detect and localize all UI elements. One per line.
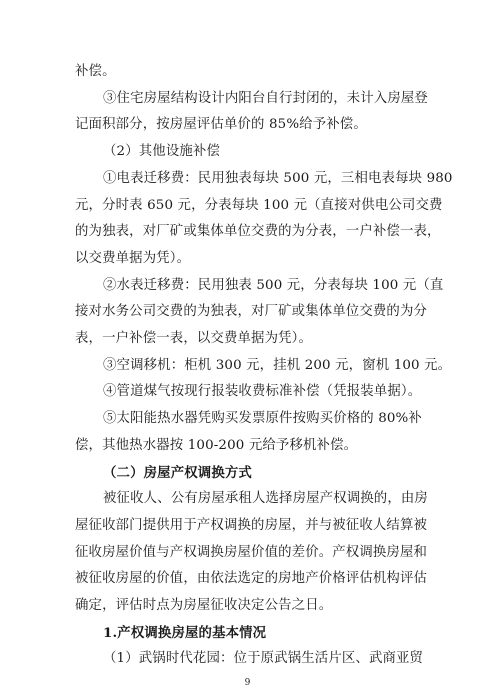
text-line-18: 屋征收部门提供用于产权调换的房屋，并与被征收人结算被 <box>75 517 428 533</box>
text-line-7: 的为独表，对厂矿或集体单位交费的为分表，一户补偿一表， <box>75 224 441 240</box>
text-line-8: 以交费单据为凭）。 <box>75 250 191 266</box>
text-line-2: ③住宅房屋结构设计内阳台自行封闭的，未计入房屋登 <box>103 90 428 106</box>
text-line-3: 记面积部分，按房屋评估单价的 85%给予补偿。 <box>75 117 367 133</box>
text-line-20: 被征收房屋的价值，由依法选定的房地产价格评估机构评估 <box>75 571 428 587</box>
page-number: 9 <box>244 678 251 688</box>
text-line-1: 补偿。 <box>75 64 116 79</box>
text-line-12: ③空调移机：柜机 300 元，挂机 200 元，窗机 100 元。 <box>103 357 452 373</box>
section-heading: （二）房屋产权调换方式 <box>103 464 252 481</box>
text-line-5: ①电表迁移费：民用独表每块 500 元，三相电表每块 980 <box>103 170 453 186</box>
subsection-heading: 1.产权调换房屋的基本情况 <box>103 624 267 641</box>
text-line-10: 接对水务公司交费的为独表，对厂矿或集体单位交费的为分 <box>75 304 428 320</box>
text-line-21: 确定，评估时点为房屋征收决定公告之日。 <box>75 598 333 613</box>
text-line-15: 偿，其他热水器按 100-200 元给予移机补偿。 <box>75 437 358 453</box>
text-line-14: ⑤太阳能热水器凭购买发票原件按购买价格的 80%补 <box>103 411 422 427</box>
text-line-11: 表，一户补偿一表，以交费单据为凭）。 <box>75 331 313 346</box>
text-line-6: 元，分时表 650 元，分表每块 100 元（直接对供电公司交费 <box>75 197 443 213</box>
text-line-23: （1）武锅时代花园：位于原武锅生活片区、武商亚贸 <box>103 651 424 667</box>
text-line-19: 征收房屋价值与产权调换房屋价值的差价。产权调换房屋和 <box>75 544 428 560</box>
text-line-17: 被征收人、公有房屋承租人选择房屋产权调换的，由房 <box>103 491 428 507</box>
text-line-13: ④管道煤气按现行报装收费标准补偿（凭报装单据）。 <box>103 384 422 400</box>
text-line-4: （2）其他设施补偿 <box>103 144 220 160</box>
text-line-9: ②水表迁移费：民用独表 500 元，分表每块 100 元（直 <box>103 277 444 293</box>
